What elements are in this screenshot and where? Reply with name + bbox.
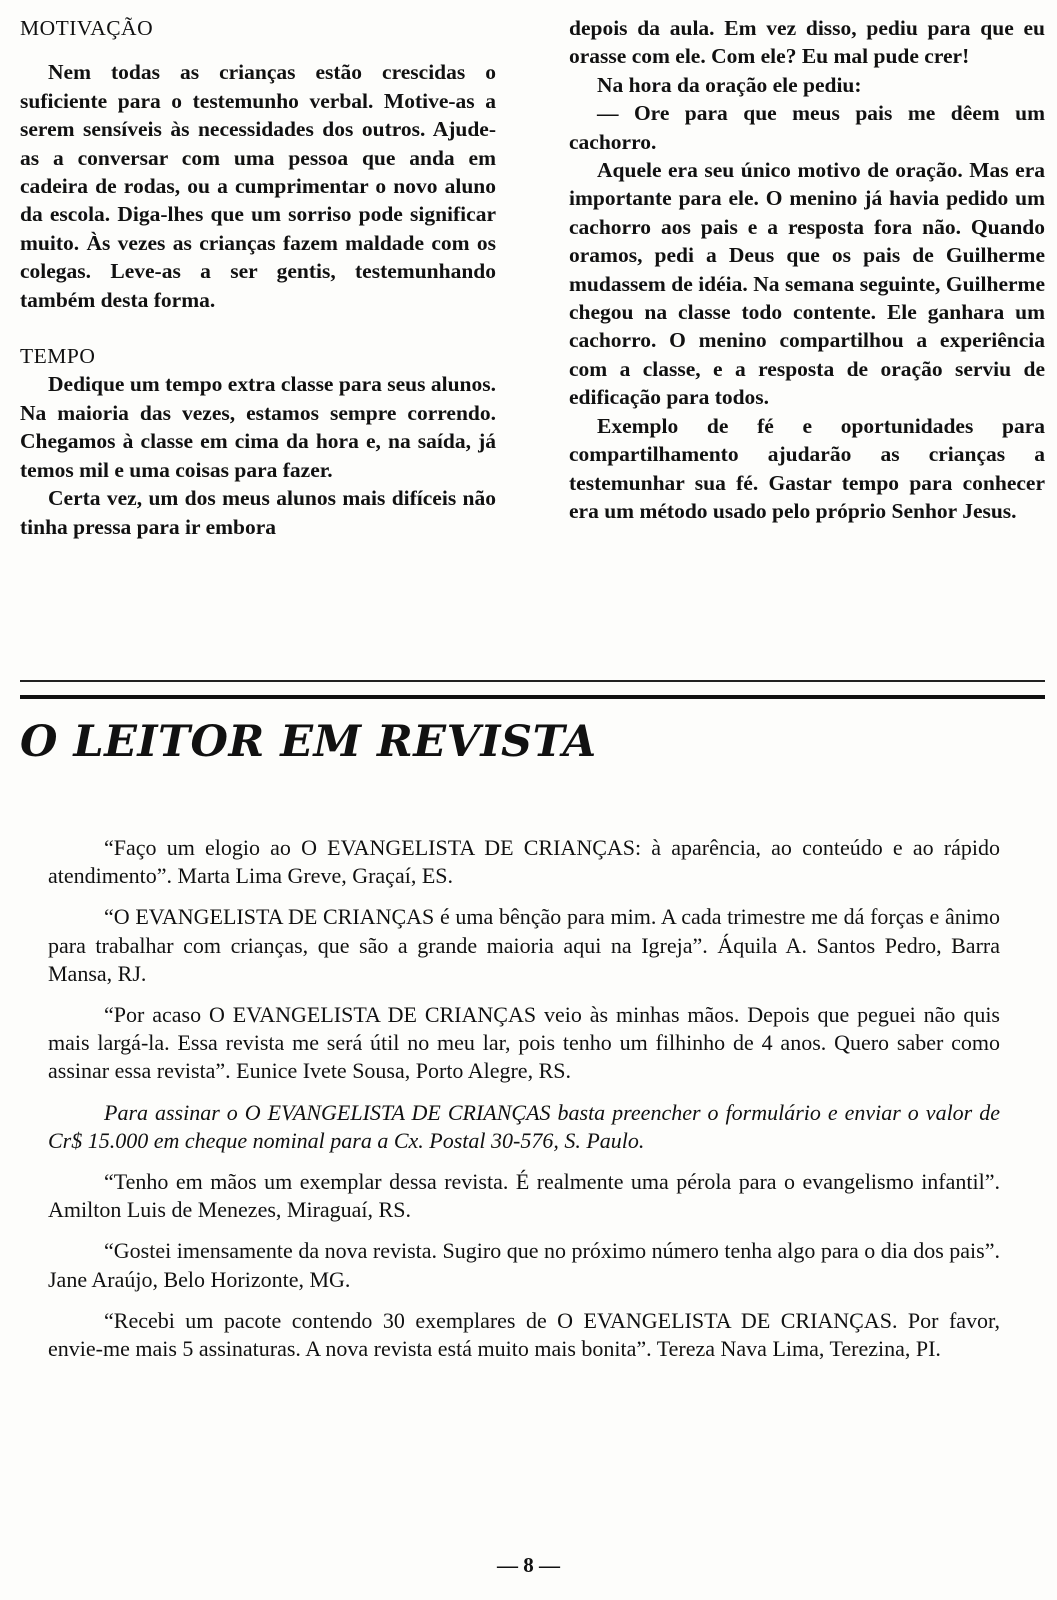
motivacao-heading: MOTIVAÇÃO [20, 16, 154, 40]
letter-item: “Faço um elogio ao O EVANGELISTA DE CRIANÇAS: à aparência, ao conteúdo e ao rápido atendimento”. Marta Lima Greve, Graçaí, ES. [48, 835, 1000, 889]
letter-item: “Gostei imensamente da nova revista. Sugiro que no próximo número tenha algo para o dia dos pais”. Jane Araújo, Belo Horizonte, MG. [48, 1238, 1000, 1292]
right-paragraph-5: Exemplo de fé e oportunidades para compartilhamento ajudarão as crianças a testemunhar sua fé. Gastar tempo para conhecer era um método usado pelo próprio Senhor Jesus. [569, 413, 1045, 523]
right-paragraph-4: Aquele era seu único motivo de oração. Mas era importante para ele. O menino já havia pedido um cachorro aos pais e a resposta fora não. Quando oramos, pedi a Deus que os pais de Guilherme mudassem de idéia. Na semana seguinte, Guilherme chegou na classe todo contente. Ele ganhara um cachorro. O menino compartilhou a experiência com a classe, e a resposta de oração serviu de edificação para todos. [569, 158, 1045, 410]
page-number: — 8 — [497, 1553, 560, 1577]
letter-item: “Por acaso O EVANGELISTA DE CRIANÇAS veio às minhas mãos. Depois que peguei não quis mais largá-la. Essa revista me será útil no meu lar, pois tenho um filhinho de 4 anos. Quero saber como assinar essa revista”. Eunice Ivete Sousa, Porto Alegre, RS. [48, 1002, 1000, 1084]
divider-thin [20, 680, 1045, 682]
letter-item: “Recebi um pacote contendo 30 exemplares de O EVANGELISTA DE CRIANÇAS. Por favor, envie-me mais 5 assinaturas. A nova revista está muito mais bonita”. Tereza Nava Lima, Terezina, PI. [48, 1307, 1000, 1362]
motivacao-paragraph: Nem todas as crianças estão crescidas o suficiente para o testemunho verbal. Motive-as a serem sensíveis às necessidades dos outros. Ajude-as a conversar com uma pessoa que anda em cadeira de rodas, ou a cumprimentar o novo aluno da escola. Diga-lhes que um sorriso pode significar muito. Às vezes as crianças fazem maldade com os colegas. Leve-as a ser gentis, testemunhando também desta forma. [20, 60, 496, 312]
tempo-heading: TEMPO [20, 344, 96, 369]
right-paragraph-3: — Ore para que meus pais me dêem um cachorro. [569, 101, 1045, 154]
divider-thick [20, 695, 1045, 699]
tempo-paragraph-1: Dedique um tempo extra classe para seus alunos. Na maioria das vezes, estamos sempre correndo. Chegamos à classe em cima da hora e, na saída, já temos mil e uma coisas para fazer. [20, 372, 496, 482]
letter-item: “O EVANGELISTA DE CRIANÇAS é uma bênção para mim. A cada trimestre me dá forças e ânimo para trabalhar com crianças, que são a grande maioria aqui na Igreja”. Áquila A. Santos Pedro, Barra Mansa, RJ. [48, 904, 1000, 986]
reader-letters [48, 834, 1000, 1376]
right-column [569, 14, 1045, 525]
left-column [20, 14, 496, 541]
right-paragraph-1: depois da aula. Em vez disso, pediu para que eu orasse com ele. Com ele? Eu mal pude crer! [569, 16, 1045, 69]
letter-item: “Tenho em mãos um exemplar dessa revista. É realmente uma pérola para o evangelismo infantil”. Amilton Luis de Menezes, Miraguaí, RS. [48, 1169, 1000, 1223]
right-paragraph-2: Na hora da oração ele pediu: [597, 72, 862, 97]
subscription-note: Para assinar o O EVANGELISTA DE CRIANÇAS basta preencher o formulário e enviar o valor de Cr$ 15.000 em cheque nominal para a Cx. Postal 30-576, S. Paulo. [48, 1099, 1000, 1153]
article-columns [20, 14, 1045, 664]
section-title: O LEITOR EM REVISTA [20, 717, 597, 767]
tempo-paragraph-2: Certa vez, um dos meus alunos mais difíceis não tinha pressa para ir embora [20, 486, 496, 539]
